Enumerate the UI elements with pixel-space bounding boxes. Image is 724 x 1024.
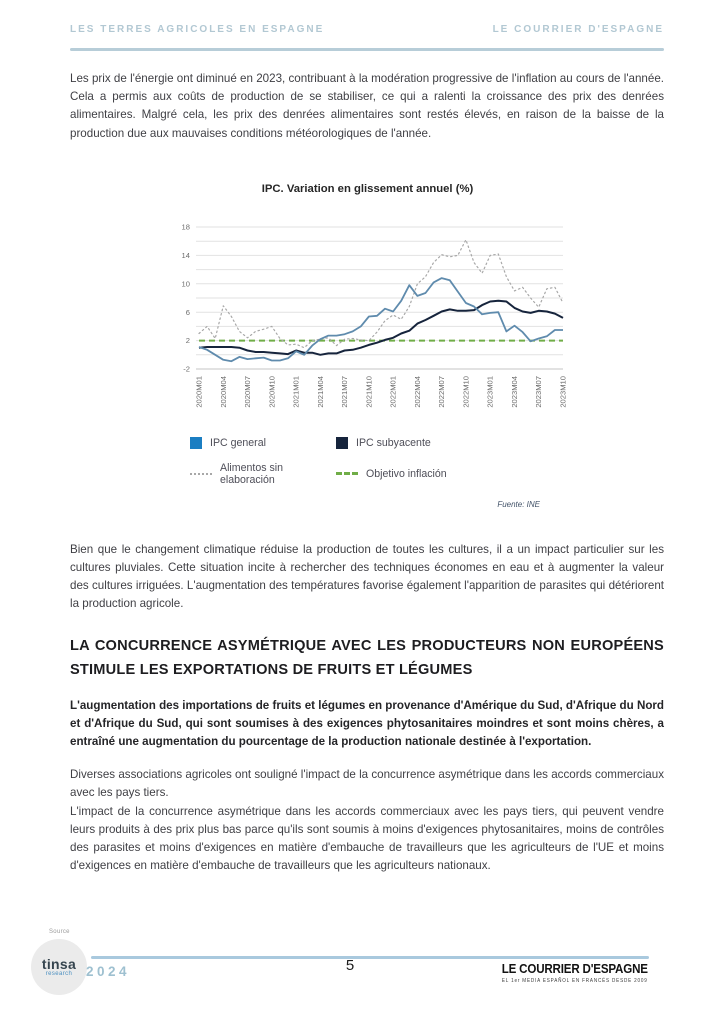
tinsa-research-logo <box>31 939 87 995</box>
paragraph-asymmetric-competition: L'impact de la concurrence asymétrique dans les accords commerciaux avec les pays tiers, qui peuvent vendre leurs produits à des prix plus bas parce qu'ils sont soumis à moins d'exigences phytosanitaires, moins de contrôles des parasites et moins d'exigences en matière d'embauche de travailleurs que les agriculteurs de l'UE et moins d'exigences en matière d'embauche de travailleurs que les agriculteurs nationaux. <box>70 804 664 873</box>
svg-text:2022M01: 2022M01 <box>388 375 398 408</box>
ipc-chart <box>70 183 664 509</box>
svg-text:6: 6 <box>185 307 190 317</box>
page-content <box>70 60 664 875</box>
svg-text:2020M04: 2020M04 <box>218 375 228 408</box>
courrier-espagne-logo <box>502 962 648 984</box>
svg-text:2021M10: 2021M10 <box>364 375 374 408</box>
svg-text:2020M10: 2020M10 <box>267 375 277 408</box>
svg-text:2021M04: 2021M04 <box>315 375 325 408</box>
legend-label: Alimentos sin elaboración <box>220 461 283 486</box>
footer-year: 2024 <box>86 964 131 979</box>
svg-text:10: 10 <box>181 279 190 289</box>
alimentos-dotted-swatch-icon <box>190 473 212 475</box>
svg-text:2021M07: 2021M07 <box>340 375 350 408</box>
svg-text:2023M04: 2023M04 <box>510 375 519 408</box>
ipc-chart-svg <box>165 219 570 437</box>
svg-text:-2: -2 <box>183 364 190 374</box>
paragraph-imports-bold: L'augmentation des importations de fruits et légumes en provenance d'Amérique du Sud, d'Afrique du Nord et d'Afrique du Sud, qui sont soumises à des exigences phytosanitaires moindres et sont moins chères, a entraîné une augmentation du pourcentage de la production nationale destinée à l'exportation. <box>70 698 664 749</box>
page-number: 5 <box>345 957 355 974</box>
svg-text:2020M01: 2020M01 <box>194 375 204 408</box>
header-right-title: LE COURRIER D'ESPAGNE <box>492 24 664 35</box>
ipc-subyacente-swatch-icon <box>336 437 348 449</box>
paragraph-climate-change: Bien que le changement climatique réduise la production de toutes les cultures, il a un impact particulier sur les cultures pluviales. Cette situation incite à rechercher des techniques économes en eau et à augmenter la valeur des cultures irriguées. L'augmentation des températures favorise également l'apparition de parasites qui détériorent la production agricole. <box>70 542 664 611</box>
tinsa-logo-subtitle: research <box>45 970 73 977</box>
header-left-title: LES TERRES AGRICOLES EN ESPAGNE <box>70 24 325 35</box>
footer-source-label: Source <box>49 929 70 935</box>
section-heading: LA CONCURRENCE ASYMÉTRIQUE AVEC LES PRODUCTEURS NON EUROPÉENS STIMULE LES EXPORTATIONS DE FRUITS ET LÉGUMES <box>70 637 664 678</box>
svg-text:2023M01: 2023M01 <box>485 375 495 408</box>
ipc-general-swatch-icon <box>190 437 202 449</box>
svg-text:2022M07: 2022M07 <box>437 375 447 408</box>
legend-label: IPC subyacente <box>356 436 431 449</box>
legend-label: IPC general <box>210 436 266 449</box>
svg-text:2022M04: 2022M04 <box>412 375 422 408</box>
brand-title: LE COURRIER D'ESPAGNE <box>501 962 648 976</box>
objetivo-dashed-swatch-icon <box>336 472 358 475</box>
legend-item-ipc-subyacente <box>336 437 664 449</box>
svg-text:2021M01: 2021M01 <box>291 375 301 408</box>
svg-text:18: 18 <box>181 222 190 232</box>
svg-text:2023M10: 2023M10 <box>558 375 568 408</box>
svg-text:2022M10: 2022M10 <box>461 375 471 408</box>
brand-tagline: EL 1er MEDIA ESPAÑOL EN FRANCÉS DESDE 2009 <box>502 978 648 984</box>
svg-text:2023M07: 2023M07 <box>534 375 544 408</box>
legend-item-objetivo <box>336 468 664 480</box>
svg-text:2: 2 <box>185 336 190 346</box>
header-divider <box>70 48 664 51</box>
chart-title: IPC. Variation en glissement annuel (%) <box>261 182 474 195</box>
legend-label: Objetivo inflación <box>366 467 447 480</box>
legend-item-alimentos <box>190 462 336 486</box>
chart-legend <box>190 437 664 486</box>
footer-divider <box>91 956 649 959</box>
tinsa-logo-name: tinsa <box>41 955 77 972</box>
svg-text:14: 14 <box>181 250 190 260</box>
page-header <box>70 24 664 51</box>
paragraph-associations: Diverses associations agricoles ont souligné l'impact de la concurrence asymétrique dans les accords commerciaux avec les pays tiers. <box>70 768 664 800</box>
legend-item-ipc-general <box>190 437 336 449</box>
chart-source-note: Fuente: INE <box>497 499 540 509</box>
svg-text:2020M07: 2020M07 <box>243 375 252 408</box>
paragraph-energy-prices: Les prix de l'énergie ont diminué en 2023, contribuant à la modération progressive de l'inflation au cours de l'année. Cela a permis aux coûts de production de se stabiliser, ce qui a ralenti la croissance des prix des denrées alimentaires. Malgré cela, les prix des denrées alimentaires sont restés élevés, en raison de la baisse de la production due aux mauvaises conditions météorologiques de l'année. <box>70 72 664 140</box>
